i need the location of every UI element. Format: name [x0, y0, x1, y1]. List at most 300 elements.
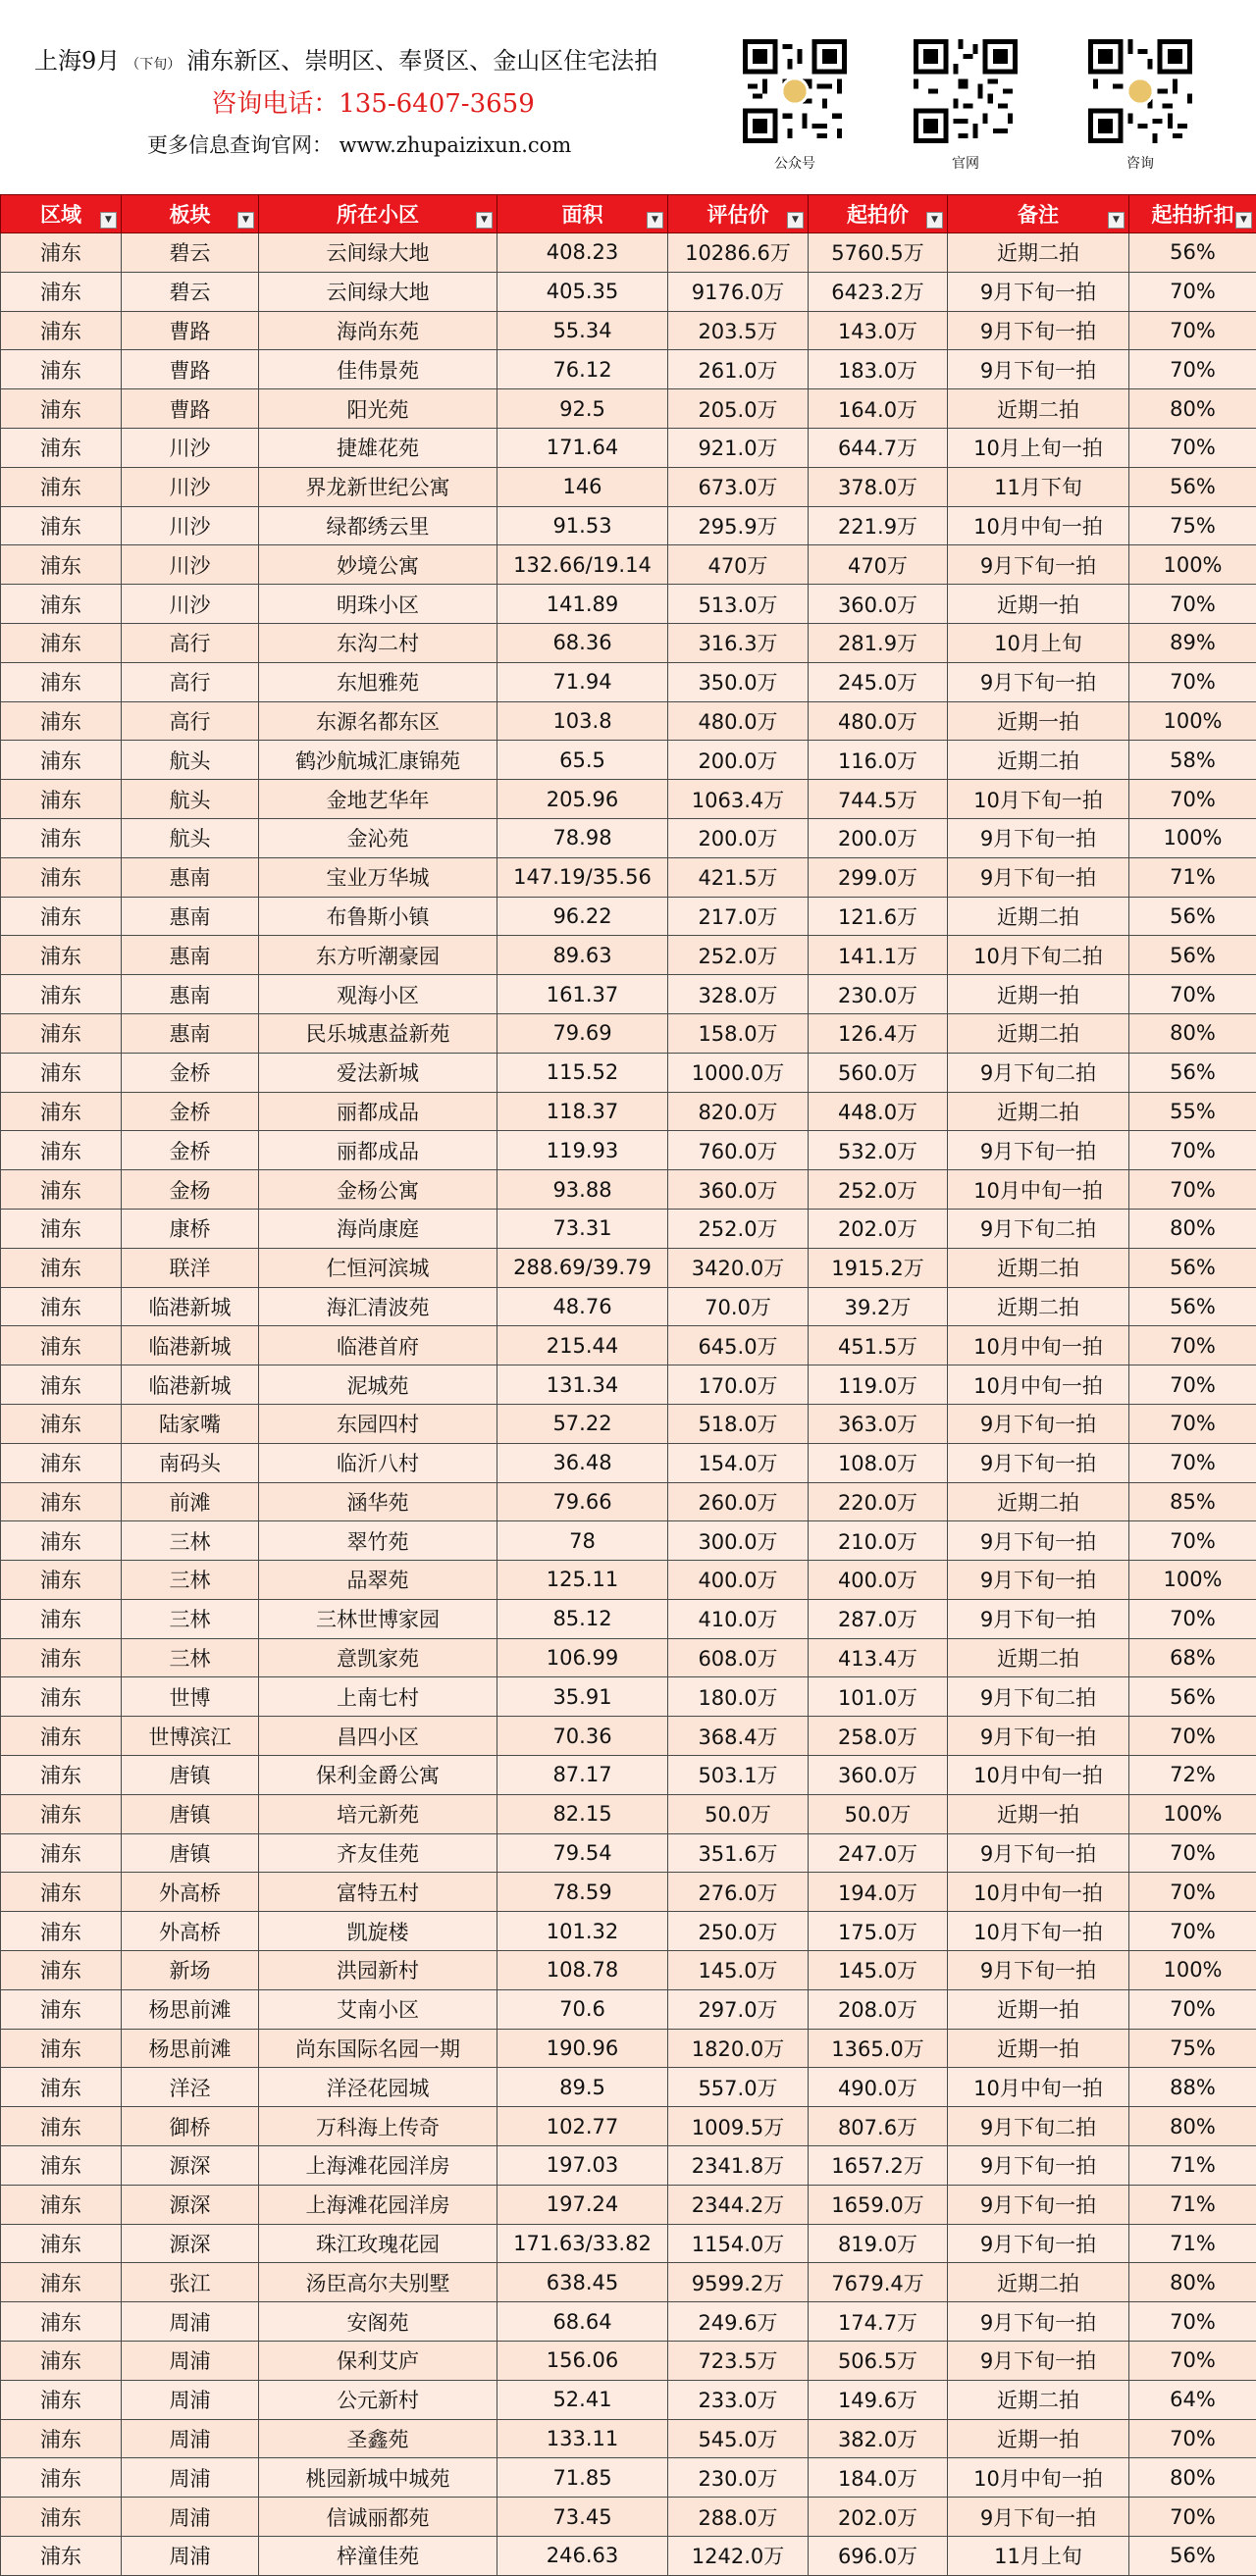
table-cell: 9月下旬一拍 [948, 2224, 1129, 2263]
table-cell: 碧云 [122, 272, 259, 311]
table-cell: 56% [1129, 1248, 1256, 1287]
table-cell: 川沙 [122, 428, 259, 467]
table-cell: 470万 [668, 545, 809, 585]
table-cell: 9月下旬一拍 [948, 1131, 1129, 1170]
table-cell: 金杨公寓 [259, 1170, 497, 1210]
table-cell: 9月下旬一拍 [948, 2185, 1129, 2224]
table-cell: 108.0万 [809, 1443, 948, 1482]
table-cell: 周浦 [122, 2498, 259, 2537]
table-cell: 246.63 [497, 2537, 668, 2576]
table-cell: 88% [1129, 2068, 1256, 2107]
table-cell: 浦东 [1, 1131, 122, 1170]
filter-dropdown-icon[interactable]: ▼ [647, 212, 663, 229]
page-header [0, 0, 1256, 192]
table-cell: 近期二拍 [948, 2380, 1129, 2419]
table-cell: 56% [1129, 897, 1256, 936]
table-cell: 浦东 [1, 1561, 122, 1600]
table-cell: 39.2万 [809, 1287, 948, 1326]
table-cell: 480.0万 [809, 701, 948, 741]
table-row [1, 1677, 1256, 1717]
table-cell: 382.0万 [809, 2419, 948, 2458]
table-cell: 7679.4万 [809, 2263, 948, 2302]
table-cell: 艾南小区 [259, 1989, 497, 2029]
table-cell: 490.0万 [809, 2068, 948, 2107]
table-cell: 鹤沙航城汇康锦苑 [259, 741, 497, 780]
table-cell: 56% [1129, 1053, 1256, 1092]
table-cell: 506.5万 [809, 2342, 948, 2381]
table-cell: 云间绿大地 [259, 233, 497, 273]
table-cell: 171.63/33.82 [497, 2224, 668, 2263]
table-cell: 202.0万 [809, 2498, 948, 2537]
table-row [1, 741, 1256, 780]
table-cell: 70% [1129, 272, 1256, 311]
table-cell: 70% [1129, 1599, 1256, 1638]
table-cell: 民乐城惠益新苑 [259, 1013, 497, 1053]
table-row [1, 1794, 1256, 1833]
table-cell: 齐友佳苑 [259, 1833, 497, 1873]
table-cell: 744.5万 [809, 780, 948, 819]
table-cell: 921.0万 [668, 428, 809, 467]
table-cell: 浦东 [1, 818, 122, 857]
table-cell: 唐镇 [122, 1833, 259, 1873]
table-cell: 爱法新城 [259, 1053, 497, 1092]
table-cell: 近期一拍 [948, 1794, 1129, 1833]
table-cell: 惠南 [122, 857, 259, 897]
table-cell: 妙境公寓 [259, 545, 497, 585]
table-cell: 10月中旬一拍 [948, 1756, 1129, 1795]
table-cell: 浦东 [1, 975, 122, 1014]
table-cell: 180.0万 [668, 1677, 809, 1717]
table-cell: 桃园新城中城苑 [259, 2458, 497, 2498]
table-cell: 保利艾庐 [259, 2342, 497, 2381]
table-cell: 70% [1129, 1873, 1256, 1912]
table-cell: 532.0万 [809, 1131, 948, 1170]
table-cell: 浦东 [1, 897, 122, 936]
table-cell: 10月中旬一拍 [948, 1365, 1129, 1405]
table-row [1, 2146, 1256, 2186]
table-cell: 608.0万 [668, 1638, 809, 1677]
table-cell: 819.0万 [809, 2224, 948, 2263]
table-cell: 451.5万 [809, 1326, 948, 1365]
table-cell: 400.0万 [668, 1561, 809, 1600]
table-cell: 9月下旬一拍 [948, 545, 1129, 585]
table-cell: 71% [1129, 2146, 1256, 2186]
table-cell: 南码头 [122, 1443, 259, 1482]
table-cell: 浦东 [1, 1951, 122, 1990]
table-cell: 85.12 [497, 1599, 668, 1638]
table-row [1, 428, 1256, 467]
table-cell: 昌四小区 [259, 1717, 497, 1756]
column-header [1, 195, 122, 233]
table-cell: 前滩 [122, 1482, 259, 1521]
table-cell: 261.0万 [668, 350, 809, 389]
table-cell: 珠江玫瑰花园 [259, 2224, 497, 2263]
table-cell: 明珠小区 [259, 585, 497, 624]
column-header-label: 板块 [170, 203, 211, 227]
table-cell: 145.0万 [809, 1951, 948, 1990]
table-cell: 曹路 [122, 389, 259, 429]
filter-dropdown-icon[interactable]: ▼ [1108, 212, 1125, 229]
table-cell: 9176.0万 [668, 272, 809, 311]
table-cell: 浦东 [1, 1053, 122, 1092]
table-cell: 71.85 [497, 2458, 668, 2498]
table-cell: 96.22 [497, 897, 668, 936]
table-cell: 浦东 [1, 2458, 122, 2498]
table-row [1, 1482, 1256, 1521]
table-cell: 洋泾 [122, 2068, 259, 2107]
table-cell: 浦东 [1, 467, 122, 506]
table-cell: 70% [1129, 975, 1256, 1014]
table-cell: 503.1万 [668, 1756, 809, 1795]
table-row [1, 1599, 1256, 1638]
table-cell: 10月中旬一拍 [948, 506, 1129, 545]
table-cell: 149.6万 [809, 2380, 948, 2419]
table-cell: 外高桥 [122, 1912, 259, 1951]
table-cell: 信诚丽都苑 [259, 2498, 497, 2537]
table-cell: 浦东 [1, 1482, 122, 1521]
table-cell: 浦东 [1, 1599, 122, 1638]
table-cell: 673.0万 [668, 467, 809, 506]
table-cell: 泥城苑 [259, 1365, 497, 1405]
table-cell: 545.0万 [668, 2419, 809, 2458]
table-row [1, 1989, 1256, 2029]
table-cell: 尚东国际名园一期 [259, 2029, 497, 2068]
table-cell: 89.5 [497, 2068, 668, 2107]
table-cell: 金地艺华年 [259, 780, 497, 819]
table-cell: 浦东 [1, 936, 122, 975]
table-cell: 50.0万 [809, 1794, 948, 1833]
table-cell: 100% [1129, 1951, 1256, 1990]
table-cell: 71% [1129, 2185, 1256, 2224]
table-cell: 圣鑫苑 [259, 2419, 497, 2458]
table-row [1, 467, 1256, 506]
table-cell: 仁恒河滨城 [259, 1248, 497, 1287]
table-cell: 2341.8万 [668, 2146, 809, 2186]
table-cell: 培元新苑 [259, 1794, 497, 1833]
table-cell: 448.0万 [809, 1092, 948, 1131]
table-cell: 184.0万 [809, 2458, 948, 2498]
table-cell: 351.6万 [668, 1833, 809, 1873]
table-cell: 202.0万 [809, 1209, 948, 1248]
table-cell: 高行 [122, 623, 259, 662]
table-cell: 78.59 [497, 1873, 668, 1912]
table-cell: 80% [1129, 1013, 1256, 1053]
table-cell: 299.0万 [809, 857, 948, 897]
filter-dropdown-icon[interactable]: ▼ [926, 212, 943, 229]
table-cell: 723.5万 [668, 2342, 809, 2381]
table-row [1, 1287, 1256, 1326]
table-cell: 71% [1129, 2224, 1256, 2263]
table-cell: 480.0万 [668, 701, 809, 741]
table-row [1, 623, 1256, 662]
table-cell: 79.66 [497, 1482, 668, 1521]
table-cell: 9月下旬一拍 [948, 1561, 1129, 1600]
table-cell: 70% [1129, 780, 1256, 819]
column-header [1129, 195, 1256, 233]
table-cell: 70% [1129, 350, 1256, 389]
table-cell: 70% [1129, 662, 1256, 701]
table-cell: 川沙 [122, 467, 259, 506]
table-cell: 近期二拍 [948, 1287, 1129, 1326]
table-cell: 川沙 [122, 585, 259, 624]
table-row [1, 272, 1256, 311]
table-cell: 1659.0万 [809, 2185, 948, 2224]
table-row [1, 1521, 1256, 1561]
table-cell: 浦东 [1, 2537, 122, 2576]
table-row [1, 1443, 1256, 1482]
table-cell: 上海滩花园洋房 [259, 2146, 497, 2186]
table-cell: 世博滨江 [122, 1717, 259, 1756]
table-cell: 58% [1129, 741, 1256, 780]
table-cell: 190.96 [497, 2029, 668, 2068]
table-cell: 170.0万 [668, 1365, 809, 1405]
table-cell: 360.0万 [809, 1756, 948, 1795]
column-header-label: 备注 [1018, 203, 1059, 227]
table-cell: 航头 [122, 818, 259, 857]
table-cell: 10月上旬一拍 [948, 428, 1129, 467]
table-cell: 唐镇 [122, 1794, 259, 1833]
table-cell: 9月下旬一拍 [948, 1951, 1129, 1990]
table-cell: 220.0万 [809, 1482, 948, 1521]
table-cell: 820.0万 [668, 1092, 809, 1131]
table-cell: 海尚康庭 [259, 1209, 497, 1248]
table-cell: 132.66/19.14 [497, 545, 668, 585]
table-row [1, 2029, 1256, 2068]
table-cell: 230.0万 [668, 2458, 809, 2498]
table-cell: 三林世博家园 [259, 1599, 497, 1638]
table-cell: 御桥 [122, 2107, 259, 2146]
table-cell: 133.11 [497, 2419, 668, 2458]
table-cell: 252.0万 [668, 1209, 809, 1248]
table-cell: 147.19/35.56 [497, 857, 668, 897]
table-cell: 126.4万 [809, 1013, 948, 1053]
table-cell: 临港新城 [122, 1287, 259, 1326]
table-cell: 297.0万 [668, 1989, 809, 2029]
table-cell: 丽都成品 [259, 1092, 497, 1131]
table-cell: 328.0万 [668, 975, 809, 1014]
table-cell: 260.0万 [668, 1482, 809, 1521]
table-cell: 518.0万 [668, 1404, 809, 1443]
table-cell: 浦东 [1, 2419, 122, 2458]
table-cell: 阳光苑 [259, 389, 497, 429]
table-cell: 浦东 [1, 1248, 122, 1287]
qr-code-icon [743, 39, 847, 143]
table-cell: 佳伟景苑 [259, 350, 497, 389]
table-cell: 80% [1129, 2263, 1256, 2302]
table-cell: 194.0万 [809, 1873, 948, 1912]
table-cell: 惠南 [122, 975, 259, 1014]
table-row [1, 818, 1256, 857]
column-header [497, 195, 668, 233]
table-cell: 界龙新世纪公寓 [259, 467, 497, 506]
table-cell: 70% [1129, 2419, 1256, 2458]
table-cell: 三林 [122, 1638, 259, 1677]
table-cell: 周浦 [122, 2537, 259, 2576]
phone-number: 咨询电话：135-6407-3659 [0, 83, 746, 120]
column-header-label: 评估价 [707, 203, 769, 227]
table-cell: 230.0万 [809, 975, 948, 1014]
table-cell: 近期二拍 [948, 389, 1129, 429]
table-cell: 174.7万 [809, 2302, 948, 2342]
table-cell: 浦东 [1, 1677, 122, 1717]
column-header [259, 195, 497, 233]
table-cell: 281.9万 [809, 623, 948, 662]
table-cell: 64% [1129, 2380, 1256, 2419]
table-cell: 9月下旬一拍 [948, 857, 1129, 897]
table-cell: 56% [1129, 1677, 1256, 1717]
table-cell: 浦东 [1, 2029, 122, 2068]
table-cell: 高行 [122, 701, 259, 741]
table-cell: 周浦 [122, 2419, 259, 2458]
table-cell: 金桥 [122, 1131, 259, 1170]
table-cell: 梓潼佳苑 [259, 2537, 497, 2576]
table-row [1, 662, 1256, 701]
table-cell: 121.6万 [809, 897, 948, 936]
table-cell: 93.88 [497, 1170, 668, 1210]
table-cell: 上海滩花园洋房 [259, 2185, 497, 2224]
table-cell: 55.34 [497, 311, 668, 350]
table-cell: 421.5万 [668, 857, 809, 897]
table-cell: 近期二拍 [948, 2263, 1129, 2302]
table-cell: 金沁苑 [259, 818, 497, 857]
table-cell: 100% [1129, 1794, 1256, 1833]
table-cell: 89.63 [497, 936, 668, 975]
table-cell: 470万 [809, 545, 948, 585]
table-cell: 1820.0万 [668, 2029, 809, 2068]
table-row [1, 545, 1256, 585]
table-cell: 1915.2万 [809, 1248, 948, 1287]
table-cell: 惠南 [122, 936, 259, 975]
table-cell: 周浦 [122, 2342, 259, 2381]
table-cell: 浦东 [1, 2380, 122, 2419]
table-cell: 源深 [122, 2224, 259, 2263]
table-cell: 696.0万 [809, 2537, 948, 2576]
table-cell: 凯旋楼 [259, 1912, 497, 1951]
table-cell: 287.0万 [809, 1599, 948, 1638]
table-cell: 浦东 [1, 2263, 122, 2302]
table-cell: 215.44 [497, 1326, 668, 1365]
table-cell: 70% [1129, 2342, 1256, 2381]
table-cell: 82.15 [497, 1794, 668, 1833]
table-cell: 近期一拍 [948, 975, 1129, 1014]
filter-dropdown-icon[interactable]: ▼ [476, 212, 493, 229]
table-cell: 161.37 [497, 975, 668, 1014]
table-cell: 浦东 [1, 272, 122, 311]
table-cell: 公元新村 [259, 2380, 497, 2419]
table-cell: 158.0万 [668, 1013, 809, 1053]
table-cell: 413.4万 [809, 1638, 948, 1677]
table-cell: 92.5 [497, 389, 668, 429]
table-cell: 浦东 [1, 1638, 122, 1677]
table-cell: 115.52 [497, 1053, 668, 1092]
table-cell: 203.5万 [668, 311, 809, 350]
table-cell: 70% [1129, 1326, 1256, 1365]
table-cell: 101.32 [497, 1912, 668, 1951]
table-cell: 233.0万 [668, 2380, 809, 2419]
filter-dropdown-icon[interactable]: ▼ [787, 212, 804, 229]
filter-dropdown-icon[interactable]: ▼ [237, 212, 254, 229]
table-cell: 保利金爵公寓 [259, 1756, 497, 1795]
table-cell: 浦东 [1, 1717, 122, 1756]
qr-label: 咨询 [1086, 153, 1194, 173]
table-cell: 三林 [122, 1521, 259, 1561]
filter-dropdown-icon[interactable]: ▼ [1235, 212, 1252, 229]
table-cell: 48.76 [497, 1287, 668, 1326]
table-cell: 东旭雅苑 [259, 662, 497, 701]
table-cell: 近期二拍 [948, 897, 1129, 936]
table-cell: 11月上旬 [948, 2537, 1129, 2576]
table-cell: 78.98 [497, 818, 668, 857]
table-cell: 247.0万 [809, 1833, 948, 1873]
table-row [1, 311, 1256, 350]
table-row [1, 2342, 1256, 2381]
table-cell: 9月下旬二拍 [948, 1677, 1129, 1717]
table-cell: 72% [1129, 1756, 1256, 1795]
table-cell: 197.03 [497, 2146, 668, 2186]
table-cell: 浦东 [1, 2146, 122, 2186]
table-cell: 外高桥 [122, 1873, 259, 1912]
table-cell: 浦东 [1, 857, 122, 897]
table-cell: 近期二拍 [948, 1638, 1129, 1677]
table-cell: 浦东 [1, 780, 122, 819]
table-cell: 海汇清波苑 [259, 1287, 497, 1326]
table-cell: 浦东 [1, 1833, 122, 1873]
table-cell: 9月下旬一拍 [948, 1599, 1129, 1638]
table-row [1, 2263, 1256, 2302]
table-row [1, 1638, 1256, 1677]
table-cell: 56% [1129, 467, 1256, 506]
auction-table [0, 194, 1256, 2576]
table-cell: 9月下旬一拍 [948, 311, 1129, 350]
table-cell: 浦东 [1, 2224, 122, 2263]
table-cell: 56% [1129, 233, 1256, 273]
table-cell: 557.0万 [668, 2068, 809, 2107]
table-cell: 70% [1129, 1365, 1256, 1405]
table-cell: 杨思前滩 [122, 1989, 259, 2029]
table-row [1, 2498, 1256, 2537]
table-cell: 浦东 [1, 350, 122, 389]
table-cell: 涵华苑 [259, 1482, 497, 1521]
table-cell: 浦东 [1, 1989, 122, 2029]
table-cell: 10月中旬一拍 [948, 2068, 1129, 2107]
table-cell: 源深 [122, 2185, 259, 2224]
table-cell: 146 [497, 467, 668, 506]
website-text: 更多信息查询官网： www.zhupaizixun.com [147, 129, 571, 159]
column-header [809, 195, 948, 233]
table-cell: 川沙 [122, 506, 259, 545]
table-cell: 400.0万 [809, 1561, 948, 1600]
table-cell: 浦东 [1, 233, 122, 273]
table-row [1, 2185, 1256, 2224]
table-cell: 70% [1129, 1170, 1256, 1210]
table-cell: 131.34 [497, 1365, 668, 1405]
filter-dropdown-icon[interactable]: ▼ [100, 212, 117, 229]
table-cell: 68% [1129, 1638, 1256, 1677]
table-cell: 70% [1129, 1912, 1256, 1951]
table-cell: 1009.5万 [668, 2107, 809, 2146]
table-cell: 164.0万 [809, 389, 948, 429]
table-cell: 曹路 [122, 350, 259, 389]
table-cell: 三林 [122, 1599, 259, 1638]
table-cell: 金杨 [122, 1170, 259, 1210]
table-cell: 近期二拍 [948, 1248, 1129, 1287]
table-cell: 70% [1129, 428, 1256, 467]
table-cell: 125.11 [497, 1561, 668, 1600]
table-cell: 68.36 [497, 623, 668, 662]
column-header-label: 面积 [562, 203, 603, 227]
table-cell: 世博 [122, 1677, 259, 1717]
table-cell: 陆家嘴 [122, 1404, 259, 1443]
